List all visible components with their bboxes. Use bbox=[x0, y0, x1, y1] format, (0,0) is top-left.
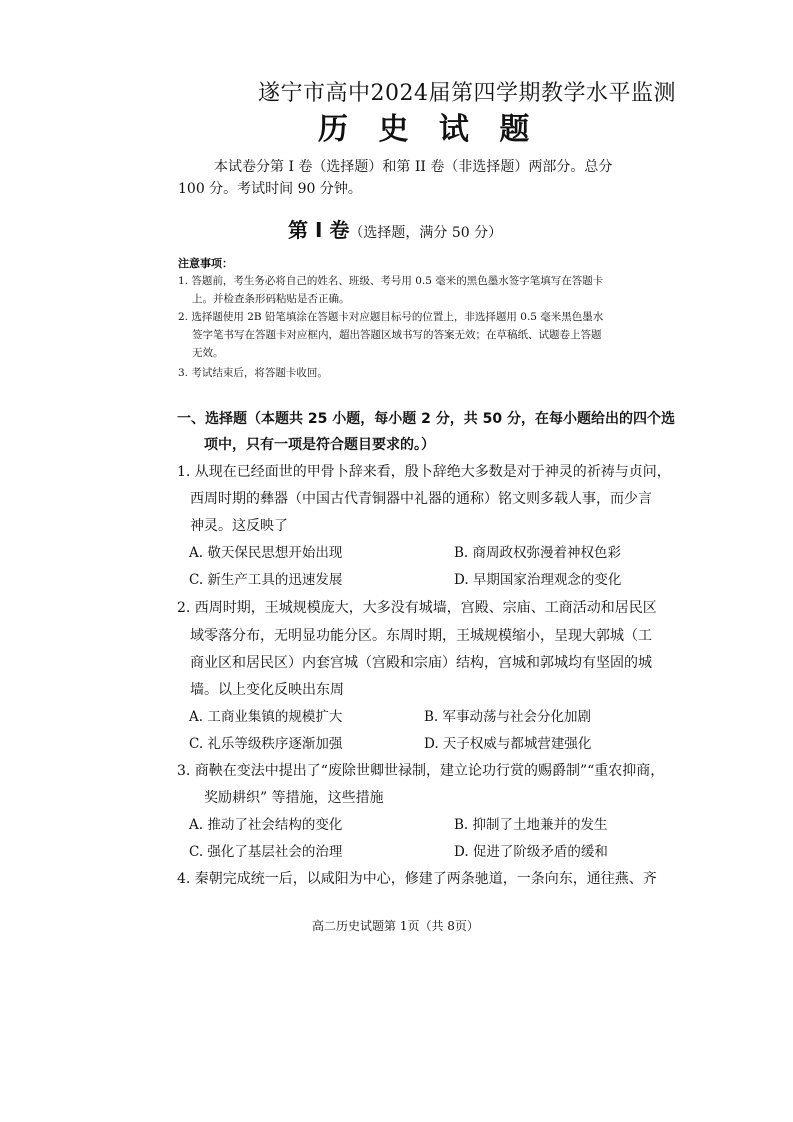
question-2-line: 域零落分布，无明显功能分区。东周时期，王城规模缩小，呈现大郭城（工 bbox=[190, 628, 652, 644]
question-3-line: 3. 商鞅在变法中提出了“废除世卿世禄制，建立论功行赏的赐爵制”“重农抑商， bbox=[177, 763, 665, 779]
note-line: 3. 考试结束后，将答题卡收回。 bbox=[178, 367, 328, 379]
question-1-line: 神灵。这反映了 bbox=[190, 518, 288, 534]
question-2-option-a: A. 工商业集镇的规模扩大 bbox=[189, 709, 343, 725]
section-heading-main: 第 Ⅰ 卷 bbox=[288, 218, 350, 242]
note-line: 无效。 bbox=[192, 347, 224, 359]
question-2-line: 墙。以上变化反映出东周 bbox=[190, 682, 344, 698]
subject-title: 历 史 试 题 bbox=[318, 112, 540, 147]
question-1-line: 西周时期的彝器（中国古代青铜器中礼器的通称）铭文则多载人事，而少言 bbox=[190, 491, 652, 507]
question-2-line: 商业区和居民区）内套宫城（宫殿和宗庙）结构，宫城和郭城均有坚固的城 bbox=[190, 655, 652, 671]
question-2-line: 2. 西周时期，王城规模庞大，大多没有城墙，宫殿、宗庙、工商活动和居民区 bbox=[177, 600, 657, 616]
question-1-option-d: D. 早期国家治理观念的变化 bbox=[454, 572, 622, 588]
question-4-line: 4. 秦朝完成统一后，以咸阳为中心，修建了两条驰道，一条向东，通往燕、齐 bbox=[177, 871, 657, 887]
note-line: 签字笔书写在答题卡对应框内，超出答题区域书写的答案无效；在草稿纸、试题卷上答题 bbox=[192, 329, 602, 341]
question-3-option-b: B. 抑制了土地兼并的发生 bbox=[454, 817, 608, 833]
question-3-option-c: C. 强化了基层社会的治理 bbox=[189, 844, 343, 860]
question-3-option-d: D. 促进了阶级矛盾的缓和 bbox=[454, 844, 608, 860]
question-3-line: 奖励耕织” 等措施，这些措施 bbox=[204, 790, 384, 806]
exam-title: 遂宁市高中2024届第四学期教学水平监测 bbox=[258, 81, 676, 106]
section-heading-note: （选择题，满分 50 分） bbox=[349, 225, 503, 241]
question-2-option-d: D. 天子权威与都城营建强化 bbox=[424, 736, 592, 752]
question-2-option-b: B. 军事动荡与社会分化加剧 bbox=[424, 709, 592, 725]
notes-title: 注意事项： bbox=[178, 257, 233, 270]
part-heading-line-2: 项中，只有一项是符合题目要求的。） bbox=[204, 437, 435, 453]
note-line: 1. 答题前，考生务必将自己的姓名、班级、考号用 0.5 毫米的黑色墨水签字笔填写在答题卡 bbox=[178, 275, 604, 287]
question-1-option-b: B. 商周政权弥漫着神权色彩 bbox=[454, 545, 622, 561]
question-3-option-a: A. 推动了社会结构的变化 bbox=[189, 817, 343, 833]
section-heading bbox=[288, 214, 502, 243]
note-line: 上。并检查条形码粘贴是否正确。 bbox=[192, 293, 350, 305]
part-heading-line-1: 一、选择题（本题共 25 小题，每小题 2 分，共 50 分，在每小题给出的四个选 bbox=[177, 411, 675, 427]
question-1-option-a: A. 敬天保民思想开始出现 bbox=[189, 545, 343, 561]
question-2-option-c: C. 礼乐等级秩序逐渐加强 bbox=[189, 736, 343, 752]
intro-line-1: 本试卷分第 I 卷（选择题）和第 II 卷（非选择题）两部分。总分 bbox=[214, 159, 613, 175]
page-footer: 高二历史试题第 1页（共 8页） bbox=[312, 919, 479, 933]
note-line: 2. 选择题使用 2B 铅笔填涂在答题卡对应题目标号的位置上，非选择题用 0.5 毫米黑色墨水 bbox=[178, 311, 604, 323]
intro-line-2: 100 分。考试时间 90 分钟。 bbox=[178, 181, 362, 197]
question-1-line: 1. 从现在已经面世的甲骨卜辞来看，殷卜辞绝大多数是对于神灵的祈祷与贞问， bbox=[177, 464, 671, 480]
question-1-option-c: C. 新生产工具的迅速发展 bbox=[189, 572, 343, 588]
